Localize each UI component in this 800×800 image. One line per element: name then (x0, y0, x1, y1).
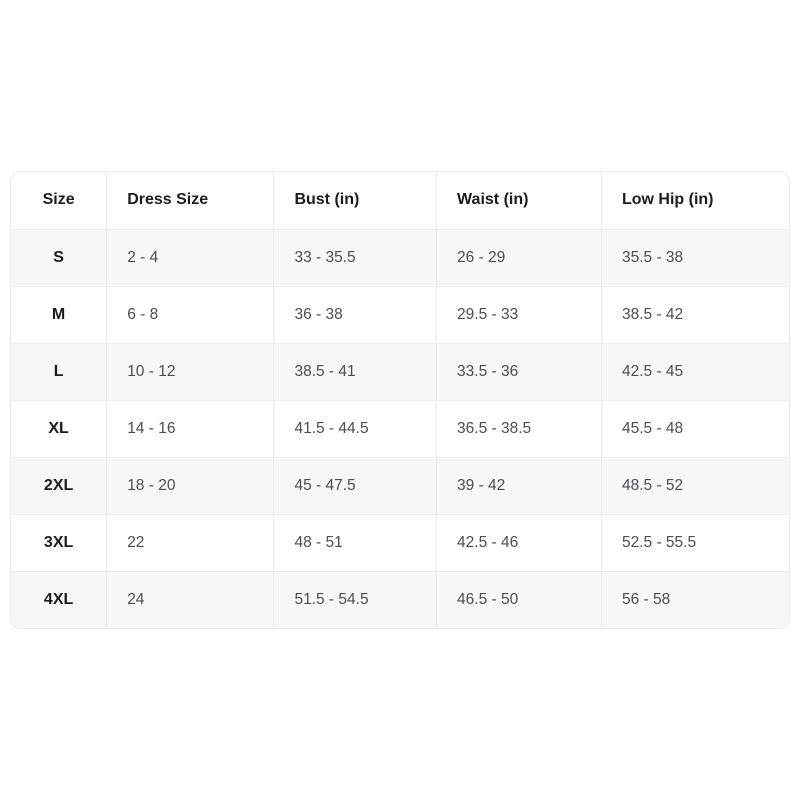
low-hip-cell: 42.5 - 45 (601, 343, 789, 400)
table-body (11, 229, 789, 628)
size-cell: 3XL (11, 514, 107, 571)
low-hip-cell: 35.5 - 38 (601, 229, 789, 286)
table-row-3xl (11, 514, 789, 571)
low-hip-cell: 48.5 - 52 (601, 457, 789, 514)
dress-size-cell: 10 - 12 (107, 343, 274, 400)
bust-cell: 51.5 - 54.5 (274, 571, 437, 628)
size-cell: XL (11, 400, 107, 457)
low-hip-cell: 45.5 - 48 (601, 400, 789, 457)
waist-cell: 36.5 - 38.5 (437, 400, 602, 457)
size-cell: 4XL (11, 571, 107, 628)
table-row-2xl (11, 457, 789, 514)
dress-size-cell: 14 - 16 (107, 400, 274, 457)
header-cell-waist: Waist (in) (437, 172, 602, 229)
low-hip-cell: 38.5 - 42 (601, 286, 789, 343)
dress-size-cell: 18 - 20 (107, 457, 274, 514)
header-cell-dress-size: Dress Size (107, 172, 274, 229)
waist-cell: 46.5 - 50 (437, 571, 602, 628)
header-cell-size: Size (11, 172, 107, 229)
bust-cell: 45 - 47.5 (274, 457, 437, 514)
waist-cell: 26 - 29 (437, 229, 602, 286)
size-chart-table (10, 171, 790, 629)
bust-cell: 41.5 - 44.5 (274, 400, 437, 457)
table-row-l (11, 343, 789, 400)
bust-cell: 38.5 - 41 (274, 343, 437, 400)
header-cell-low-hip: Low Hip (in) (601, 172, 789, 229)
size-cell: M (11, 286, 107, 343)
table-header (11, 172, 789, 229)
bust-cell: 33 - 35.5 (274, 229, 437, 286)
dress-size-cell: 2 - 4 (107, 229, 274, 286)
table-row-4xl (11, 571, 789, 628)
waist-cell: 39 - 42 (437, 457, 602, 514)
table-row-s (11, 229, 789, 286)
waist-cell: 42.5 - 46 (437, 514, 602, 571)
low-hip-cell: 56 - 58 (621, 590, 671, 608)
size-chart (11, 172, 789, 628)
waist-cell: 29.5 - 33 (437, 286, 602, 343)
size-cell: S (11, 229, 107, 286)
dress-size-cell: 22 (107, 514, 274, 571)
size-cell: L (11, 343, 107, 400)
waist-cell: 33.5 - 36 (437, 343, 602, 400)
header-row (11, 172, 789, 229)
table-row-m (11, 286, 789, 343)
dress-size-cell: 6 - 8 (107, 286, 274, 343)
bust-cell: 48 - 51 (274, 514, 437, 571)
dress-size-cell: 24 (107, 571, 274, 628)
low-hip-cell: 52.5 - 55.5 (601, 514, 789, 571)
header-cell-bust: Bust (in) (274, 172, 437, 229)
bust-cell: 36 - 38 (274, 286, 437, 343)
size-cell: 2XL (11, 457, 107, 514)
table-row-xl (11, 400, 789, 457)
